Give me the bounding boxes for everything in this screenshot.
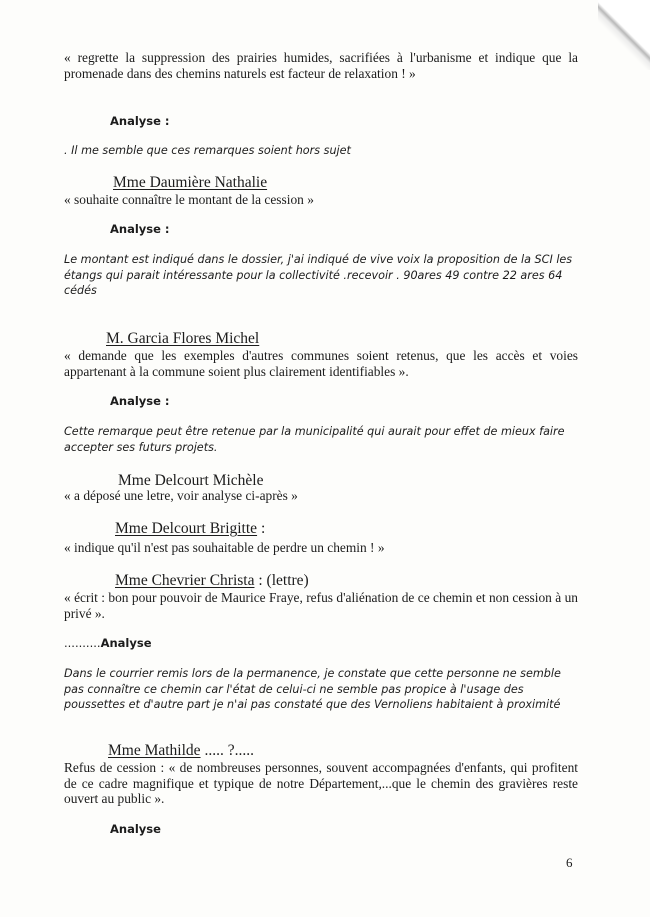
folded-corner bbox=[598, 0, 650, 70]
analyse-heading-5: Analyse bbox=[110, 822, 161, 836]
analyse-heading-3: Analyse : bbox=[110, 394, 170, 408]
person-name-chevrier bbox=[115, 572, 309, 590]
person-name-delcourt-brigitte bbox=[115, 520, 265, 538]
analyse-text-1: . Il me semble que ces remarques soient hors sujet bbox=[64, 144, 351, 157]
page-number: 6 bbox=[566, 855, 573, 870]
delcourt-michele-quote: « a déposé une letre, voir analyse ci-après » bbox=[64, 488, 298, 503]
person-name-mathilde-suffix: ..... ?..... bbox=[200, 742, 254, 759]
analyse-text-4: Dans le courrier remis lors de la permanence, je constate que cette personne ne semble pas connaître ce chemin car l'état de celui-ci ne semble pas propice à l'usage des poussettes et d'autre part je n'ai pas constaté que des Vernoliens habitaient à proximité bbox=[64, 667, 561, 711]
analyse-heading-2: Analyse : bbox=[110, 222, 170, 236]
person-name-garcia-text: M. Garcia Flores Michel bbox=[106, 330, 260, 347]
person-name-mathilde-text: Mme Mathilde bbox=[108, 742, 201, 759]
garcia-quote: « demande que les exemples d'autres communes soient retenus, que les accès et voies appartenant à la commune soient plus clairement identifiables ». bbox=[64, 348, 578, 379]
analyse-heading-4-dots: .......... bbox=[64, 636, 101, 650]
analyse-text-3: Cette remarque peut être retenue par la municipalité qui aurait pour effet de mieux faire accepter ses futurs projets. bbox=[64, 425, 565, 454]
analyse-heading-1: Analyse : bbox=[110, 114, 170, 128]
person-name-chevrier-suffix: : (lettre) bbox=[254, 572, 309, 589]
person-name-daumiere bbox=[113, 174, 267, 192]
person-name-delcourt-brigitte-text: Mme Delcourt Brigitte bbox=[115, 520, 258, 537]
intro-quote: « regrette la suppression des prairies humides, sacrifiées à l'urbanisme et indique que la promenade dans des chemins naturels est facteur de relaxation ! » bbox=[64, 50, 578, 81]
delcourt-brigitte-quote: « indique qu'il n'est pas souhaitable de perdre un chemin ! » bbox=[64, 540, 385, 555]
chevrier-quote: « écrit : bon pour pouvoir de Maurice Fraye, refus d'aliénation de ce chemin et non cession à un privé ». bbox=[64, 590, 578, 621]
person-name-chevrier-text: Mme Chevrier Christa bbox=[115, 572, 255, 589]
analyse-heading-4 bbox=[64, 636, 152, 650]
person-name-daumiere-text: Mme Daumière Nathalie bbox=[113, 174, 268, 191]
person-name-garcia bbox=[106, 330, 259, 348]
analyse-text-2: Le montant est indiqué dans le dossier, j'ai indiqué de vive voix la proposition de la SCI les étangs qui parait intéressante pour la collectivité .recevoir . 90ares 49 contre 22 ares 64 cédés bbox=[64, 253, 573, 297]
mathilde-quote: Refus de cession : « de nombreuses personnes, souvent accompagnées d'enfants, qui profitent de ce cadre magnifique et typique de notre Département,...que le chemin des gravières reste ouvert au public ». bbox=[64, 760, 578, 806]
person-name-delcourt-michele-text: Mme Delcourt Michèle bbox=[118, 472, 264, 489]
person-name-delcourt-brigitte-suffix: : bbox=[257, 520, 266, 537]
daumiere-quote: « souhaite connaître le montant de la cession » bbox=[64, 192, 314, 207]
analyse-heading-4-label: Analyse bbox=[100, 636, 152, 650]
person-name-mathilde bbox=[108, 742, 254, 760]
